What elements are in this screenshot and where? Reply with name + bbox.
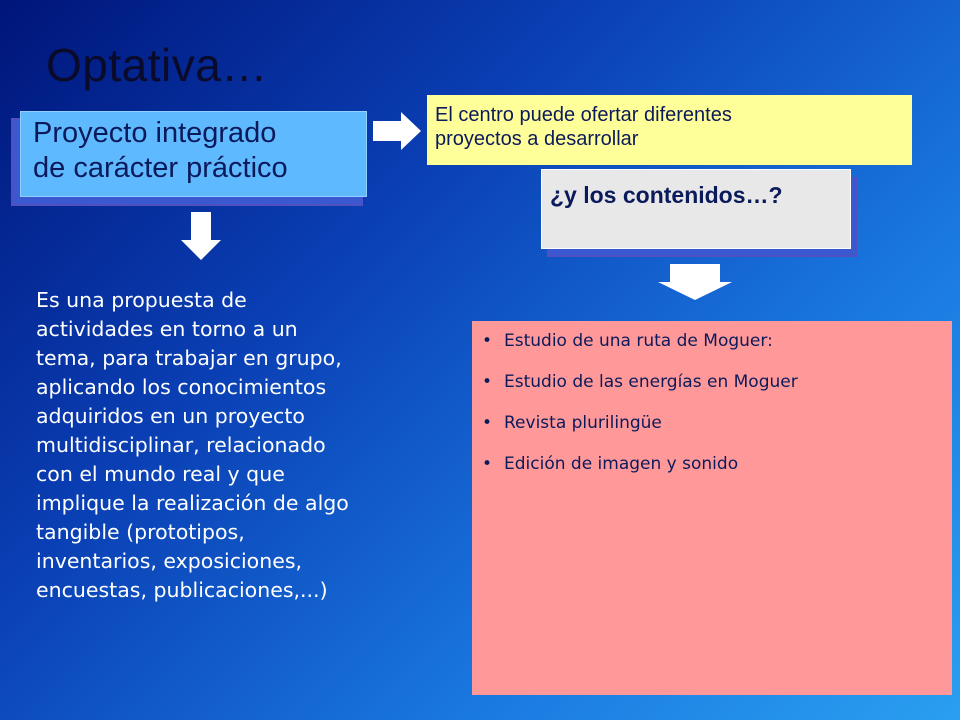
description-line: encuestas, publicaciones,...)	[36, 578, 328, 602]
description-line: tema, para trabajar en grupo,	[36, 346, 342, 370]
description-line: aplicando los conocimientos	[36, 375, 327, 399]
offer-box	[427, 95, 912, 165]
projects-list-box	[472, 321, 952, 695]
description-line: con el mundo real y que	[36, 462, 285, 486]
list-item-label: Estudio de las energías en Moguer	[504, 372, 798, 392]
slide-title: Optativa…	[46, 39, 268, 91]
description-line: tangible (prototipos,	[36, 520, 245, 544]
description-line: inventarios, exposiciones,	[36, 549, 303, 573]
project-box-text	[33, 116, 288, 186]
list-item-label: Revista plurilingüe	[504, 413, 662, 433]
list-item-label: Edición de imagen y sonido	[504, 454, 739, 474]
description-line: adquiridos en un proyecto	[36, 404, 305, 428]
project-box-line2: de carácter práctico	[33, 152, 288, 184]
projects-list	[482, 331, 798, 495]
offer-box-line2: proyectos a desarrollar	[435, 128, 639, 150]
description-line: implique la realización de algo	[36, 491, 349, 515]
down-arrow-wide-icon	[658, 264, 732, 300]
bullet-icon: •	[482, 331, 493, 351]
description-line: multidisciplinar, relacionado	[36, 433, 326, 457]
contents-box	[541, 169, 851, 249]
offer-box-line1: El centro puede ofertar diferentes	[435, 104, 732, 126]
contents-box-label: ¿y los contenidos…?	[550, 182, 783, 208]
offer-box-text	[435, 103, 732, 151]
description-line: Es una propuesta de	[36, 288, 247, 312]
project-box-line1: Proyecto integrado	[33, 117, 277, 149]
list-item	[482, 331, 798, 372]
list-item	[482, 454, 798, 495]
description-lines	[36, 286, 456, 605]
list-item	[482, 372, 798, 413]
project-box	[20, 111, 367, 197]
right-arrow-icon	[373, 112, 421, 150]
list-item	[482, 413, 798, 454]
bullet-icon: •	[482, 413, 493, 433]
bullet-icon: •	[482, 372, 493, 392]
description-line: actividades en torno a un	[36, 317, 298, 341]
down-arrow-icon	[181, 212, 221, 260]
list-item-label: Estudio de una ruta de Moguer:	[504, 331, 773, 351]
bullet-icon: •	[482, 454, 493, 474]
description-text	[36, 286, 456, 605]
